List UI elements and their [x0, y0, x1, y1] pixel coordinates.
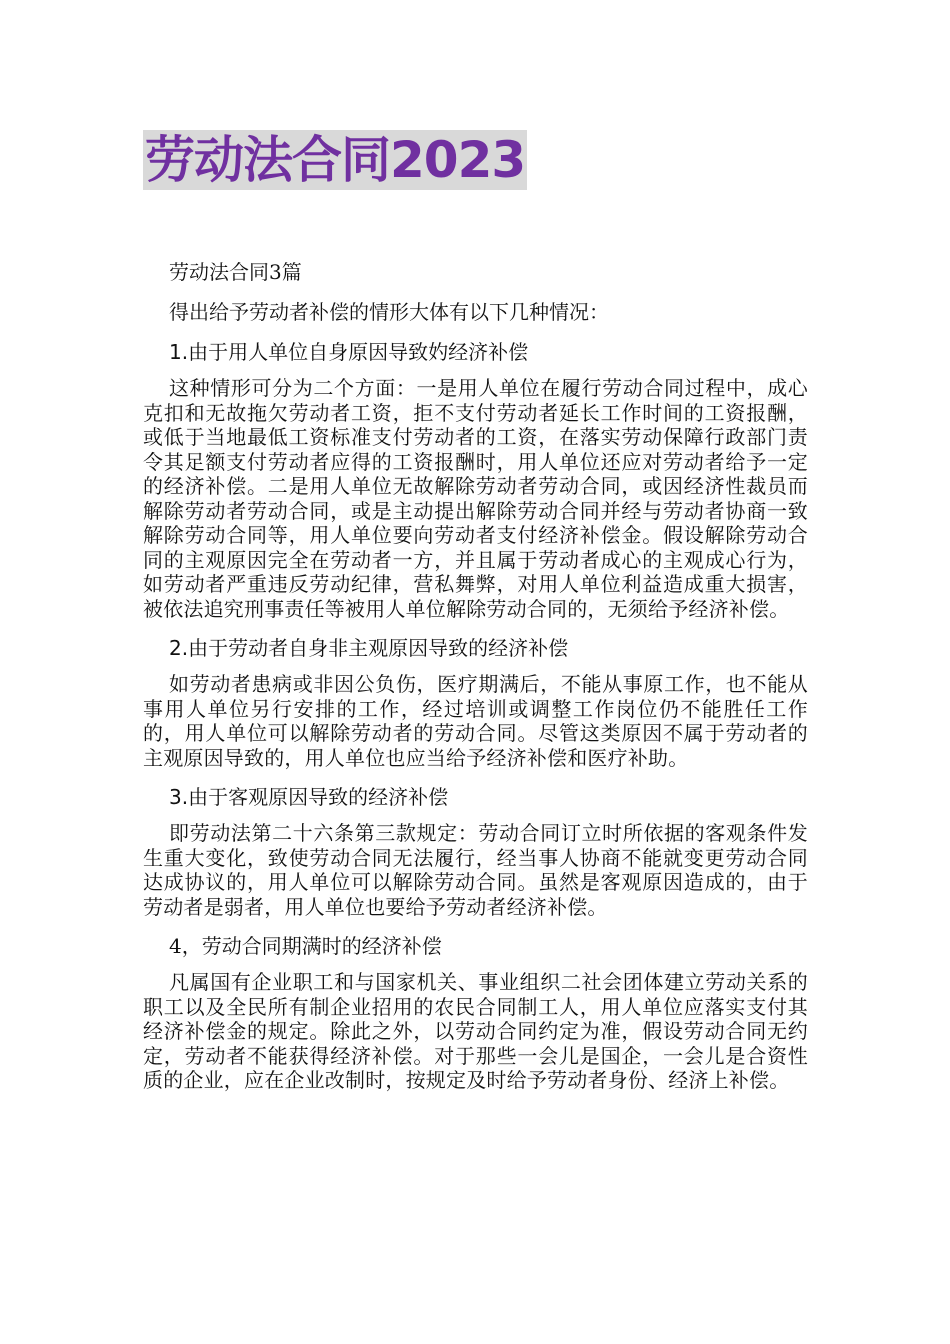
- document-subtitle: 劳动法合同3篇: [169, 260, 302, 284]
- section-3-body: 即劳动法第二十六条第三款规定：劳动合同订立时所依据的客观条件发生重大变化，致使劳动合同无法履行，经当事人协商不能就变更劳动合同达成协议的，用人单位可以解除劳动合同。虽然是客观原因造成的，由于劳动者是弱者，用人单位也要给予劳动者经济补偿。: [143, 821, 808, 919]
- intro-line: 得出给予劳动者补偿的情形大体有以下几种情况：: [169, 300, 609, 324]
- section-1-heading: 1.由于用人单位自身原因导致妁经济补偿: [169, 340, 529, 364]
- section-2-heading: 2.由于劳动者自身非主观原因导致的经济补偿: [169, 636, 569, 660]
- document-body: [143, 256, 808, 1104]
- section-3-heading: 3.由于客观原因导致的经济补偿: [169, 785, 449, 809]
- section-1-body: 这种情形可分为二个方面：一是用人单位在履行劳动合同过程中，成心克扣和无故拖欠劳动者工资，拒不支付劳动者延长工作时间的工资报酬，或低于当地最低工资标准支付劳动者的工资，在落实劳动保障行政部门责令其足额支付劳动者应得的工资报酬时，用人单位还应对劳动者给予一定的经济补偿。二是用人单位无故解除劳动者劳动合同，或因经济性裁员而解除劳动者劳动合同，或是主动提出解除劳动合同并经与劳动者协商一致解除劳动合同等，用人单位要向劳动者支付经济补偿金。假设解除劳动合同的主观原因完全在劳动者一方，并且属于劳动者成心的主观成心行为，如劳动者严重违反劳动纪律，营私舞弊，对用人单位利益造成重大损害，被依法追究刑事责任等被用人单位解除劳动合同的，无须给予经济补偿。: [143, 376, 808, 621]
- section-4-heading: 4，劳动合同期满时的经济补偿: [169, 934, 442, 958]
- document-title: 劳动法合同2023: [145, 131, 526, 189]
- section-2-body: 如劳动者患病或非因公负伤，医疗期满后，不能从事原工作，也不能从事用人单位另行安排的工作，经过培训或调整工作岗位仍不能胜任工作的，用人单位可以解除劳动者的劳动合同。尽管这类原因不属于劳动者的主观原因导致的，用人单位也应当给予经济补偿和医疗补助。: [143, 672, 808, 770]
- section-4-body: 凡属国有企业职工和与国家机关、事业组织二社会团体建立劳动关系的职工以及全民所有制企业招用的农民合同制工人，用人单位应落实支付其经济补偿金的规定。除此之外，以劳动合同约定为准，假设劳动合同无约定，劳动者不能获得经济补偿。对于那些一会儿是国企，一会儿是合资性质的企业，应在企业改制时，按规定及时给予劳动者身份、经济上补偿。: [143, 970, 808, 1092]
